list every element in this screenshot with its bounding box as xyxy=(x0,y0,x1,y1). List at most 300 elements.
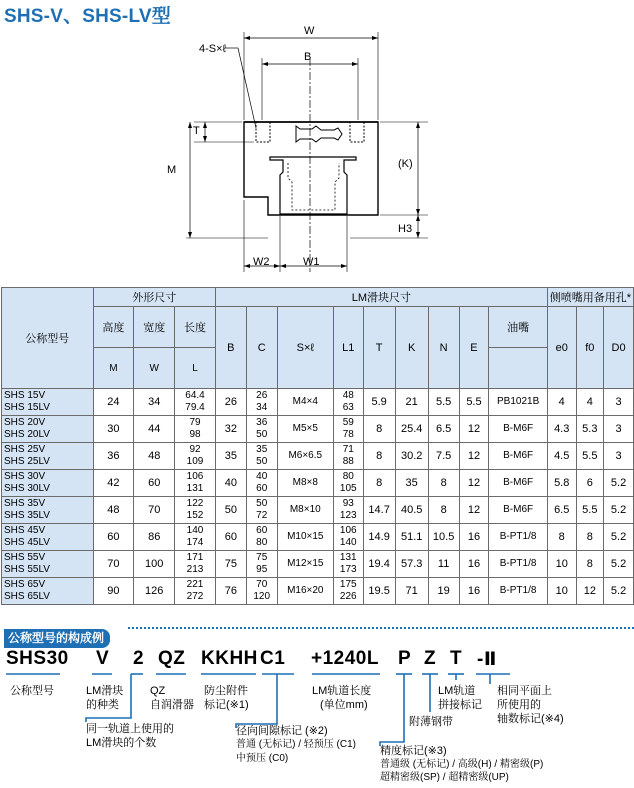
height-cell-value: 90 xyxy=(107,585,120,597)
length-cell xyxy=(175,578,216,605)
model-cell-value: SHS 15LV xyxy=(4,402,50,413)
model-cell-value: SHS 15V xyxy=(4,390,46,401)
k-cell xyxy=(395,443,428,470)
length-cell-value: 152 xyxy=(186,510,204,521)
height-cell xyxy=(93,578,134,605)
l1-cell-value: 173 xyxy=(339,564,357,575)
header-width: 宽度 xyxy=(134,307,175,348)
length-cell-value: 131 xyxy=(186,483,204,494)
header-sym-l1: L1 xyxy=(333,307,363,389)
t-cell-value: 19.5 xyxy=(368,585,390,597)
n-cell-value: 6.5 xyxy=(435,423,452,435)
code-parallel: -Ⅱ xyxy=(477,649,497,670)
b-cell xyxy=(215,578,246,605)
f0-cell-value: 12 xyxy=(583,585,596,597)
model-cell xyxy=(2,551,94,578)
header-outer-dims: 外形尺寸 xyxy=(93,288,215,307)
n-cell xyxy=(428,578,459,605)
e0-cell-value: 4 xyxy=(558,396,565,408)
c-cell-value: 40 xyxy=(256,471,268,482)
t-cell xyxy=(363,443,395,470)
s-cell-value: M12×15 xyxy=(287,558,324,569)
k-cell xyxy=(395,497,428,524)
t-cell xyxy=(363,389,395,416)
model-cell-value: SHS 25LV xyxy=(4,456,50,467)
dim-w1-label: W1 xyxy=(303,256,320,268)
model-cell-value: SHS 65V xyxy=(4,579,46,590)
e0-cell-value: 4.3 xyxy=(554,423,570,435)
e-cell-value: 12 xyxy=(467,423,481,435)
b-cell-value: 76 xyxy=(224,585,237,597)
width-cell xyxy=(134,497,175,524)
e0-cell xyxy=(547,470,576,497)
c-cell-value: 75 xyxy=(256,552,268,563)
f0-cell xyxy=(576,416,604,443)
f0-cell xyxy=(576,578,604,605)
dim-m-label: M xyxy=(167,164,177,176)
table-row xyxy=(2,389,634,416)
model-cell-value: SHS 55LV xyxy=(4,564,50,575)
k-cell xyxy=(395,389,428,416)
t-cell-value: 8 xyxy=(376,450,383,462)
height-cell xyxy=(93,389,134,416)
height-cell xyxy=(93,470,134,497)
grease-cell-value: PB1021B xyxy=(496,396,540,407)
length-cell-value: 92 xyxy=(189,444,201,455)
l1-cell xyxy=(333,497,363,524)
l1-cell xyxy=(333,416,363,443)
e-cell xyxy=(459,470,489,497)
height-cell-value: 42 xyxy=(107,477,120,489)
c-cell-value: 26 xyxy=(256,390,268,401)
model-cell-value: SHS 20V xyxy=(4,417,46,428)
c-cell-value: 72 xyxy=(256,510,268,521)
f0-cell-value: 8 xyxy=(586,558,593,570)
c-cell-value: 60 xyxy=(256,483,268,494)
e-cell-value: 16 xyxy=(467,531,481,543)
height-cell xyxy=(93,443,134,470)
d0-cell-value: 5.2 xyxy=(610,504,627,516)
grease-cell xyxy=(489,524,548,551)
t-cell xyxy=(363,524,395,551)
model-cell xyxy=(2,416,94,443)
e-cell xyxy=(459,416,489,443)
label-rail-joint-1: LM轨道 xyxy=(438,685,476,697)
t-cell xyxy=(363,578,395,605)
dim-h3-label: H3 xyxy=(398,223,413,235)
grease-cell xyxy=(489,578,548,605)
grease-cell xyxy=(489,389,548,416)
k-cell-value: 30.2 xyxy=(400,450,423,462)
c-cell xyxy=(246,470,277,497)
header-sym-c: C xyxy=(246,307,277,389)
code-count: 2 xyxy=(133,648,145,669)
s-cell-value: M5×5 xyxy=(292,423,318,434)
l1-cell-value: 88 xyxy=(342,456,354,467)
length-cell xyxy=(175,551,216,578)
model-cell xyxy=(2,470,94,497)
label-count-1: 同一轨道上使用的 xyxy=(86,723,174,735)
s-cell-value: M10×15 xyxy=(287,531,324,542)
k-cell xyxy=(395,416,428,443)
t-cell-value: 14.7 xyxy=(368,504,390,516)
length-cell-value: 221 xyxy=(186,579,204,590)
length-cell-value: 213 xyxy=(186,564,204,575)
e-cell-value: 12 xyxy=(467,477,481,489)
s-cell xyxy=(277,416,333,443)
e-cell xyxy=(459,524,489,551)
dim-k-label: (K) xyxy=(398,158,413,170)
label-parallel-3: 轴数标记(※4) xyxy=(497,713,564,725)
grease-cell xyxy=(489,416,548,443)
e-cell-value: 5.5 xyxy=(466,396,482,408)
d0-cell-value: 5.2 xyxy=(610,477,627,489)
l1-cell xyxy=(333,551,363,578)
n-cell-value: 7.5 xyxy=(435,450,452,462)
code-accuracy: P xyxy=(398,648,412,669)
k-cell-value: 40.5 xyxy=(400,504,423,516)
d0-cell xyxy=(604,470,634,497)
b-cell xyxy=(215,470,246,497)
grease-cell-value: B-M6F xyxy=(503,423,534,434)
n-cell xyxy=(428,416,459,443)
s-cell-value: M8×8 xyxy=(292,477,318,488)
width-cell-value: 126 xyxy=(145,585,164,597)
header-sym-s: S×ℓ xyxy=(277,307,333,389)
b-cell-value: 32 xyxy=(224,423,237,435)
table-row xyxy=(2,470,634,497)
d0-cell xyxy=(604,524,634,551)
c-cell-value: 60 xyxy=(256,525,268,536)
grease-cell xyxy=(489,497,548,524)
model-cell xyxy=(2,443,94,470)
width-cell xyxy=(134,551,175,578)
header-sym-m: M xyxy=(93,348,134,389)
c-cell-value: 36 xyxy=(256,417,268,428)
width-cell xyxy=(134,443,175,470)
c-cell-value: 50 xyxy=(256,456,268,467)
f0-cell-value: 8 xyxy=(586,531,593,543)
e-cell-value: 12 xyxy=(467,504,481,516)
d0-cell-value: 5.2 xyxy=(610,558,627,570)
b-cell-value: 40 xyxy=(224,477,237,489)
code-rail-joint: T xyxy=(450,648,463,669)
d0-cell xyxy=(604,443,634,470)
model-cell-value: SHS 20LV xyxy=(4,429,50,440)
section-divider xyxy=(128,627,634,629)
header-sym-t: T xyxy=(363,307,395,389)
table-row xyxy=(2,524,634,551)
length-cell-value: 109 xyxy=(186,456,204,467)
header-sym-k: K xyxy=(395,307,428,389)
b-cell xyxy=(215,551,246,578)
label-accuracy-2: 普通级 (无标记) / 高级(H) / 精密级(P) xyxy=(380,759,544,770)
l1-cell-value: 48 xyxy=(342,390,354,401)
l1-cell-value: 93 xyxy=(342,498,354,509)
label-dust-2: 标记(※1) xyxy=(204,699,249,711)
header-grease-blank xyxy=(489,348,548,389)
e-cell xyxy=(459,389,489,416)
l1-cell-value: 131 xyxy=(339,552,357,563)
e0-cell xyxy=(547,551,576,578)
n-cell-value: 11 xyxy=(437,558,450,570)
n-cell xyxy=(428,470,459,497)
grease-cell-value: B-PT1/8 xyxy=(499,531,537,542)
width-cell xyxy=(134,524,175,551)
code-dust: KKHH xyxy=(201,648,258,669)
l1-cell-value: 63 xyxy=(342,402,354,413)
l1-cell xyxy=(333,578,363,605)
model-cell-value: SHS 35V xyxy=(4,498,46,509)
model-cell-value: SHS 45LV xyxy=(4,537,50,548)
width-cell-value: 60 xyxy=(148,477,161,489)
t-cell xyxy=(363,416,395,443)
width-cell-value: 34 xyxy=(148,396,161,408)
l1-cell-value: 106 xyxy=(339,525,357,536)
c-cell-value: 34 xyxy=(256,402,268,413)
b-cell xyxy=(215,443,246,470)
height-cell xyxy=(93,524,134,551)
d0-cell-value: 3 xyxy=(615,423,622,435)
spec-table-body xyxy=(2,389,634,605)
n-cell-value: 19 xyxy=(437,585,450,597)
f0-cell xyxy=(576,551,604,578)
b-cell-value: 60 xyxy=(224,531,237,543)
k-cell xyxy=(395,551,428,578)
n-cell xyxy=(428,389,459,416)
length-cell-value: 106 xyxy=(186,471,204,482)
label-block-type-1: LM滑块 xyxy=(86,685,124,697)
c-cell xyxy=(246,578,277,605)
l1-cell xyxy=(333,470,363,497)
code-block-type: V xyxy=(96,648,110,669)
e0-cell xyxy=(547,497,576,524)
c-cell xyxy=(246,389,277,416)
code-rail-length: +1240L xyxy=(311,648,379,669)
f0-cell-value: 5.3 xyxy=(582,423,598,435)
model-cell xyxy=(2,497,94,524)
l1-cell-value: 226 xyxy=(339,591,357,602)
e0-cell xyxy=(547,524,576,551)
width-cell-value: 70 xyxy=(148,504,161,516)
model-cell xyxy=(2,578,94,605)
e0-cell-value: 8 xyxy=(558,531,565,543)
b-cell-value: 35 xyxy=(224,450,237,462)
width-cell xyxy=(134,416,175,443)
s-cell xyxy=(277,578,333,605)
s-cell xyxy=(277,551,333,578)
label-clearance-1: 径向间隙标记 (※2) xyxy=(236,725,328,737)
table-row xyxy=(2,497,634,524)
spec-table xyxy=(1,287,634,605)
model-cell-value: SHS 30V xyxy=(4,471,46,482)
height-cell xyxy=(93,551,134,578)
e0-cell xyxy=(547,389,576,416)
length-cell xyxy=(175,416,216,443)
height-cell-value: 60 xyxy=(107,531,120,543)
s-cell-value: M6×6.5 xyxy=(288,450,323,461)
t-cell-value: 5.9 xyxy=(371,396,387,408)
f0-cell-value: 5.5 xyxy=(582,504,598,516)
l1-cell-value: 78 xyxy=(342,429,354,440)
l1-cell xyxy=(333,524,363,551)
code-qz: QZ xyxy=(158,648,186,669)
grease-cell xyxy=(489,551,548,578)
grease-cell-value: B-M6F xyxy=(503,450,534,461)
b-cell xyxy=(215,524,246,551)
label-rail-length-2: (单位mm) xyxy=(320,699,368,711)
section-heading: 公称型号的构成例 xyxy=(4,629,110,648)
length-cell xyxy=(175,524,216,551)
model-cell xyxy=(2,524,94,551)
d0-cell xyxy=(604,389,634,416)
b-cell xyxy=(215,416,246,443)
grease-cell-value: B-M6F xyxy=(503,504,534,515)
n-cell-value: 8 xyxy=(440,504,447,516)
length-cell xyxy=(175,389,216,416)
header-sym-w: W xyxy=(134,348,175,389)
grease-cell-value: B-PT1/8 xyxy=(499,585,537,596)
c-cell-value: 95 xyxy=(256,564,268,575)
length-cell-value: 79.4 xyxy=(185,402,205,413)
l1-cell-value: 140 xyxy=(339,537,357,548)
l1-cell-value: 71 xyxy=(342,444,354,455)
t-cell-value: 19.4 xyxy=(368,558,390,570)
s-cell xyxy=(277,470,333,497)
l1-cell xyxy=(333,389,363,416)
length-cell-value: 122 xyxy=(186,498,204,509)
header-side-nipple: 侧喷嘴用备用孔* xyxy=(547,288,633,307)
k-cell-value: 35 xyxy=(405,477,418,489)
t-cell xyxy=(363,470,395,497)
s-cell xyxy=(277,443,333,470)
t-cell-value: 8 xyxy=(376,477,383,489)
label-dust-1: 防尘附件 xyxy=(204,685,248,697)
header-sym-d0: D0 xyxy=(604,307,634,389)
f0-cell xyxy=(576,470,604,497)
page-title: SHS-V、SHS-LV型 xyxy=(4,6,171,27)
header-lm-dims: LM滑块尺寸 xyxy=(215,288,547,307)
label-block-type-2: 的种类 xyxy=(86,699,119,711)
e0-cell xyxy=(547,443,576,470)
e0-cell-value: 4.5 xyxy=(554,450,570,462)
header-sym-f0: f0 xyxy=(576,307,604,389)
d0-cell-value: 3 xyxy=(615,396,622,408)
n-cell xyxy=(428,524,459,551)
s-cell xyxy=(277,497,333,524)
b-cell xyxy=(215,497,246,524)
e0-cell-value: 10 xyxy=(555,585,568,597)
table-row xyxy=(2,551,634,578)
c-cell xyxy=(246,524,277,551)
l1-cell-value: 105 xyxy=(339,483,357,494)
e0-cell xyxy=(547,578,576,605)
label-model: 公称型号 xyxy=(10,685,54,697)
k-cell-value: 21 xyxy=(405,396,418,408)
t-cell xyxy=(363,551,395,578)
l1-cell xyxy=(333,443,363,470)
s-cell-value: M4×4 xyxy=(292,396,318,407)
t-cell-value: 8 xyxy=(376,423,383,435)
l1-cell-value: 175 xyxy=(339,579,357,590)
label-qz-1: QZ xyxy=(150,685,166,697)
l1-cell-value: 80 xyxy=(342,471,354,482)
length-cell xyxy=(175,443,216,470)
header-sym-l: L xyxy=(175,348,216,389)
f0-cell xyxy=(576,389,604,416)
l1-cell-value: 123 xyxy=(339,510,357,521)
code-clearance: C1 xyxy=(260,648,286,669)
c-cell-value: 120 xyxy=(253,591,271,602)
n-cell-value: 8 xyxy=(440,477,447,489)
length-cell xyxy=(175,497,216,524)
n-cell xyxy=(428,551,459,578)
label-clearance-2: 普通 (无标记) / 轻预压 (C1) xyxy=(236,739,356,750)
grease-cell-value: B-M6F xyxy=(503,477,534,488)
model-cell-value: SHS 55V xyxy=(4,552,46,563)
header-height: 高度 xyxy=(93,307,134,348)
c-cell-value: 50 xyxy=(256,429,268,440)
k-cell xyxy=(395,524,428,551)
e-cell-value: 16 xyxy=(467,585,481,597)
height-cell-value: 48 xyxy=(107,504,120,516)
n-cell-value: 5.5 xyxy=(435,396,452,408)
f0-cell xyxy=(576,443,604,470)
t-cell xyxy=(363,497,395,524)
e-cell-value: 12 xyxy=(467,450,481,462)
label-rail-length-1: LM轨道长度 xyxy=(312,685,372,697)
height-cell-value: 70 xyxy=(107,558,120,570)
f0-cell-value: 6 xyxy=(586,477,593,489)
length-cell-value: 272 xyxy=(186,591,204,602)
d0-cell xyxy=(604,497,634,524)
model-cell-value: SHS 65LV xyxy=(4,591,50,602)
e-cell-value: 16 xyxy=(467,558,481,570)
length-cell-value: 140 xyxy=(186,525,204,536)
b-cell xyxy=(215,389,246,416)
f0-cell xyxy=(576,497,604,524)
cross-section-drawing xyxy=(0,0,634,285)
width-cell-value: 44 xyxy=(148,423,161,435)
c-cell xyxy=(246,416,277,443)
header-length: 长度 xyxy=(175,307,216,348)
label-clearance-3: 中预压 (C0) xyxy=(236,753,289,764)
d0-cell-value: 5.2 xyxy=(610,531,627,543)
length-cell-value: 171 xyxy=(186,552,204,563)
model-cell-value: SHS 30LV xyxy=(4,483,50,494)
width-cell-value: 100 xyxy=(145,558,164,570)
width-cell-value: 86 xyxy=(148,531,161,543)
label-parallel-2: 所使用的 xyxy=(497,699,541,711)
k-cell-value: 51.1 xyxy=(400,531,423,543)
length-cell-value: 174 xyxy=(186,537,204,548)
n-cell xyxy=(428,497,459,524)
s-cell-value: M16×20 xyxy=(287,585,324,596)
label-accuracy-3: 超精密级(SP) / 超精密级(UP) xyxy=(380,772,509,783)
n-cell xyxy=(428,443,459,470)
height-cell-value: 30 xyxy=(107,423,120,435)
s-cell xyxy=(277,389,333,416)
height-cell-value: 36 xyxy=(107,450,120,462)
grease-cell xyxy=(489,443,548,470)
c-cell-value: 70 xyxy=(256,579,268,590)
length-cell-value: 64.4 xyxy=(185,390,205,401)
c-cell xyxy=(246,497,277,524)
header-sym-n: N xyxy=(428,307,459,389)
model-cell-value: SHS 25V xyxy=(4,444,46,455)
label-parallel-1: 相同平面上 xyxy=(497,685,552,697)
e0-cell-value: 6.5 xyxy=(554,504,570,516)
